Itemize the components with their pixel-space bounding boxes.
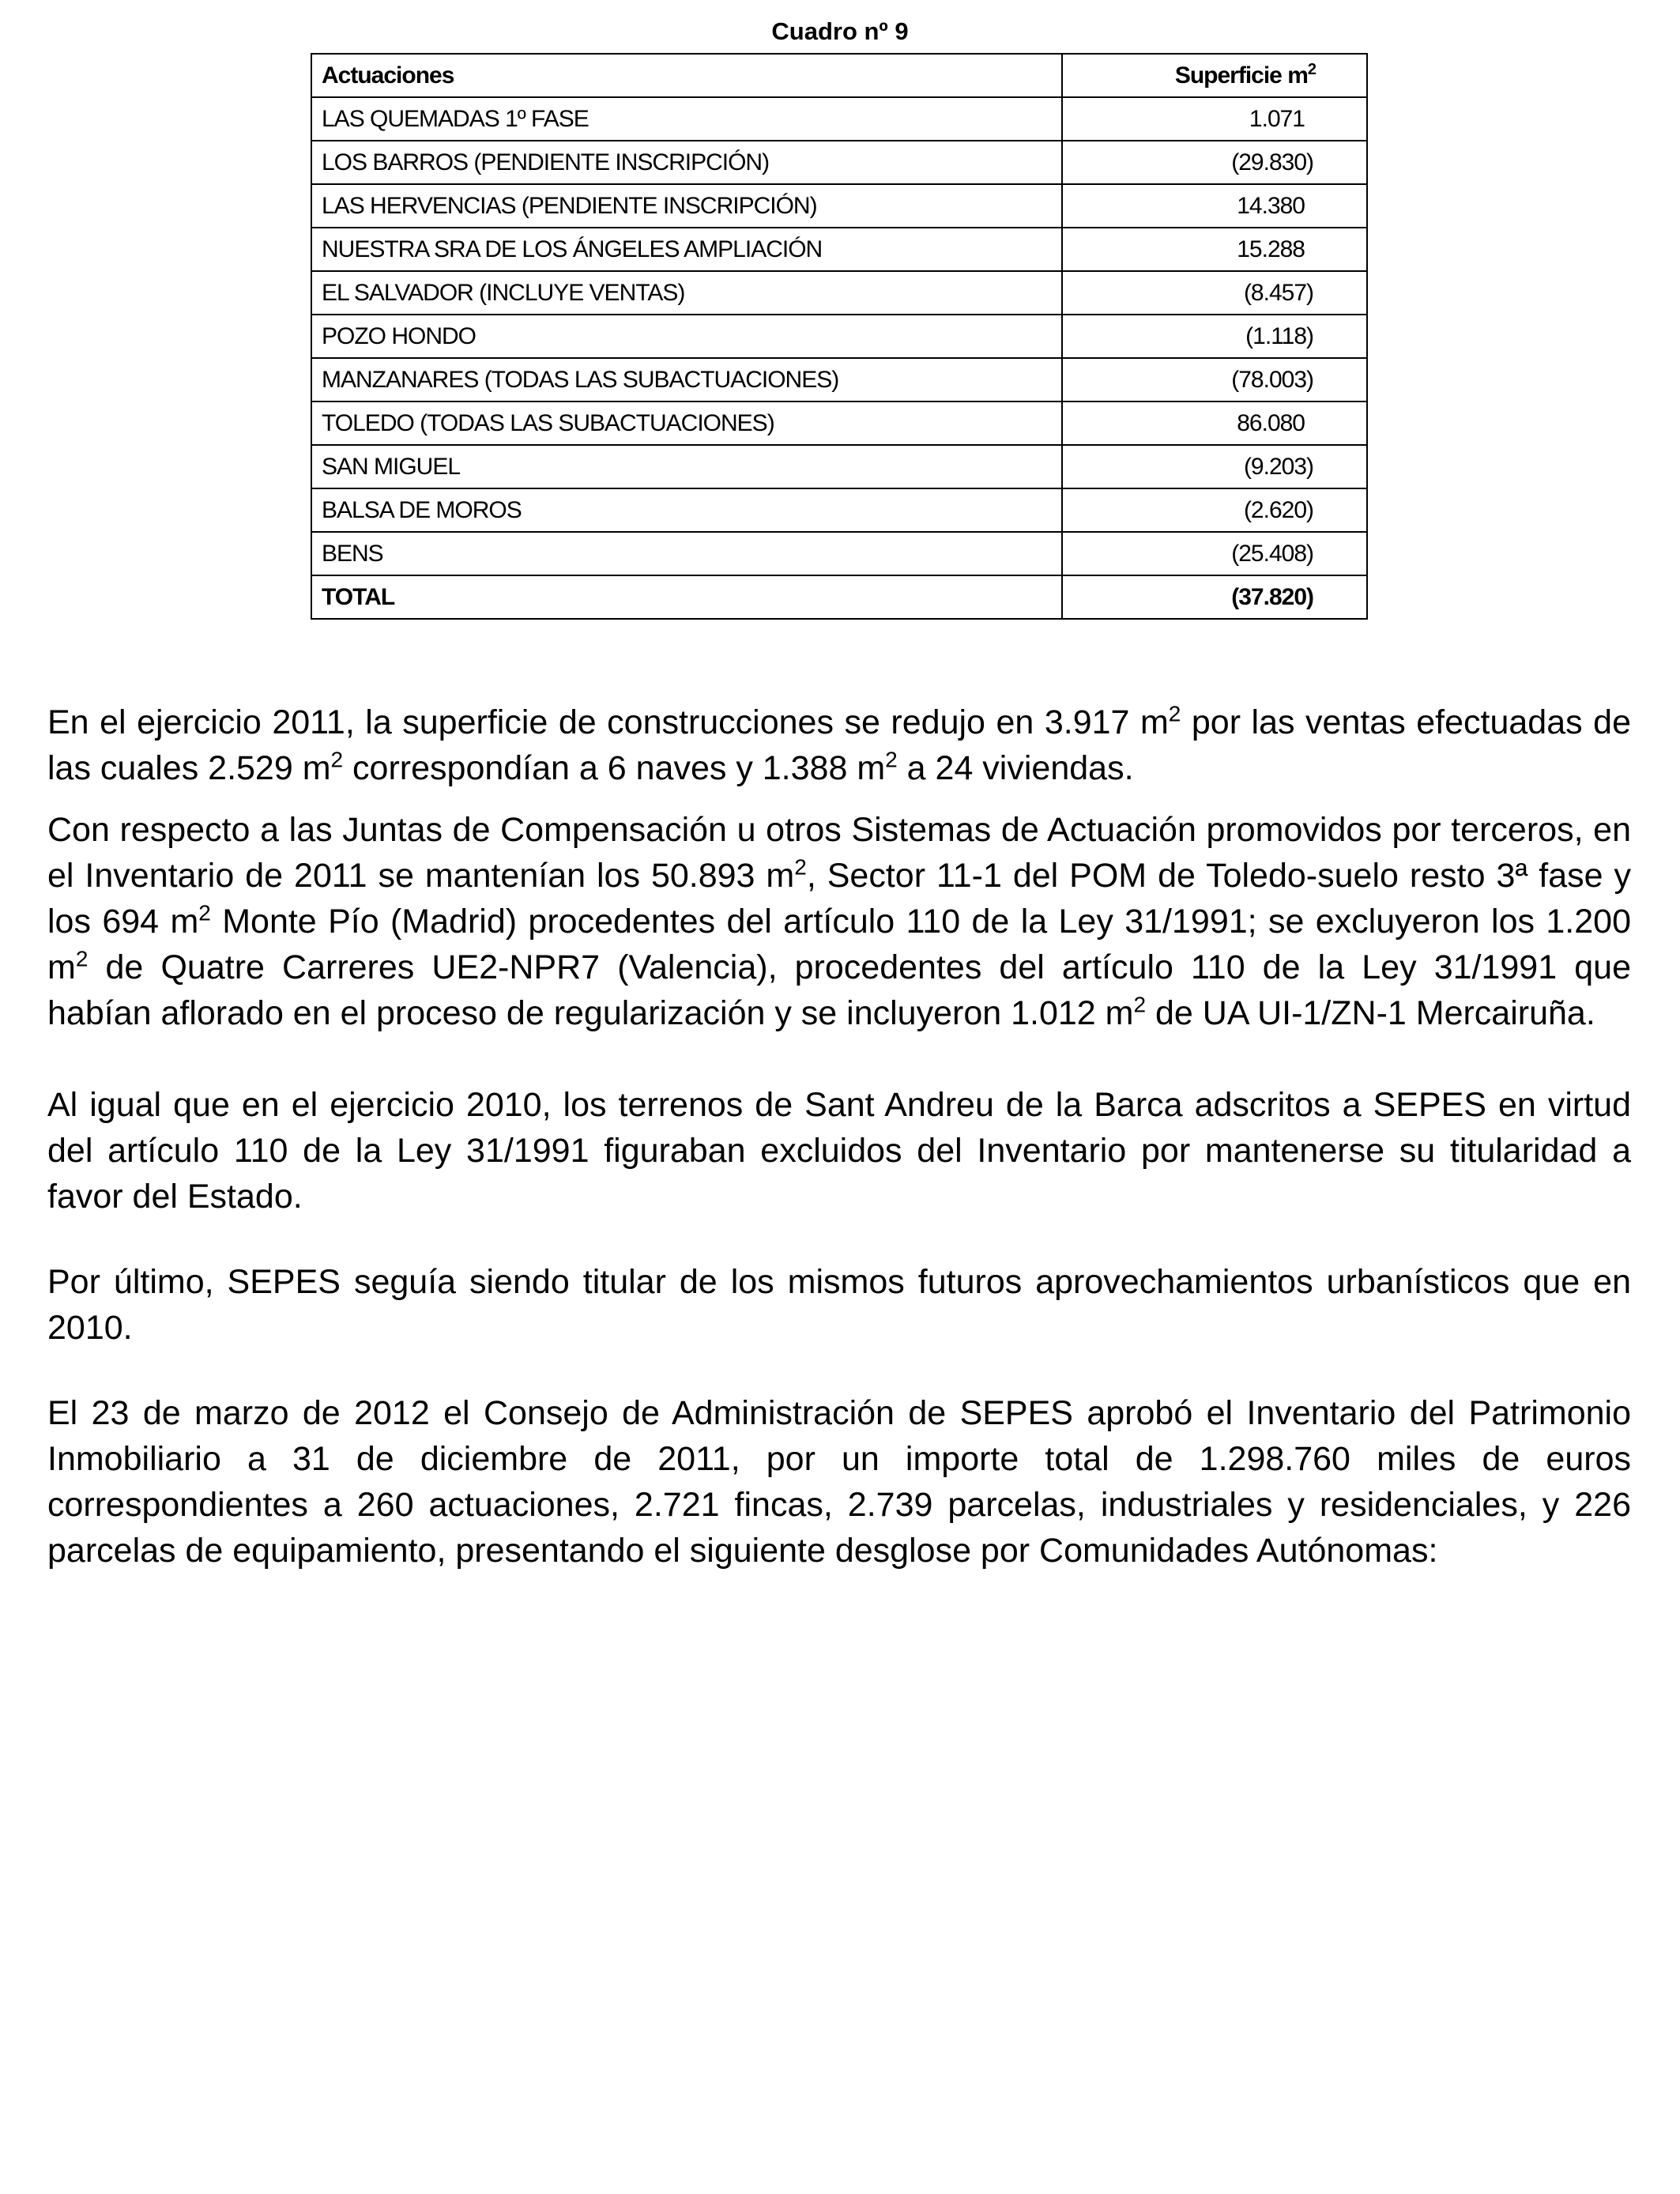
row-name: LOS BARROS (PENDIENTE INSCRIPCIÓN) — [311, 141, 1062, 184]
row-name: TOLEDO (TODAS LAS SUBACTUACIONES) — [311, 401, 1062, 445]
paragraph-1: En el ejercicio 2011, la superficie de construcciones se redujo en 3.917 $m^2$ por las ventas efectuadas de las cuales 2.529 $m^2$ correspondían a 6 naves y 1.388 $m^2$ a 24 viviendas. — [47, 701, 1631, 787]
row-value: (2.620) — [1062, 488, 1367, 532]
body-text — [47, 699, 1631, 1574]
table-row — [311, 141, 1367, 184]
table-total-row — [311, 575, 1367, 619]
total-value: (37.820) — [1062, 575, 1367, 619]
row-name: SAN MIGUEL — [311, 445, 1062, 488]
row-name: BALSA DE MOROS — [311, 488, 1062, 532]
table-row — [311, 358, 1367, 401]
row-value: (25.408) — [1062, 532, 1367, 575]
header-actuaciones: Actuaciones — [311, 54, 1062, 97]
row-value: 1.071 — [1062, 97, 1367, 141]
row-name: LAS HERVENCIAS (PENDIENTE INSCRIPCIÓN) — [311, 184, 1062, 228]
row-name: NUESTRA SRA DE LOS ÁNGELES AMPLIACIÓN — [311, 228, 1062, 271]
row-value: (1.118) — [1062, 315, 1367, 358]
total-label: TOTAL — [311, 575, 1062, 619]
row-value: (29.830) — [1062, 141, 1367, 184]
table-row — [311, 228, 1367, 271]
row-name: LAS QUEMADAS 1º FASE — [311, 97, 1062, 141]
table-row — [311, 401, 1367, 445]
row-value: 14.380 — [1062, 184, 1367, 228]
table-caption: Cuadro nº 9 — [771, 17, 909, 45]
row-name: POZO HONDO — [311, 315, 1062, 358]
table-header-row — [311, 54, 1367, 97]
table-row — [311, 315, 1367, 358]
row-name: BENS — [311, 532, 1062, 575]
table-row — [311, 271, 1367, 315]
paragraph-2: Con respecto a las Juntas de Compensación u otros Sistemas de Actuación promovidos por terceros, en el Inventario de 2011 se mantenían los 50.893 $m^2$, Sector 11-1 del POM de Toledo-suelo resto 3ª fase y los 694 $m^2$ Monte Pío (Madrid) procedentes del artículo 110 de la Ley 31/1991; se excluyeron los 1.200 $m^2$ de Quatre Carreres UE2-NPR7 (Valencia), procedentes del artículo 110 de la Ley 31/1991 que habían aflorado en el proceso de regularización y se incluyeron 1.012 $m^2$ de UA UI-1/ZN-1 Mercairuña. — [47, 811, 1631, 1032]
table-row — [311, 532, 1367, 575]
row-name: MANZANARES (TODAS LAS SUBACTUACIONES) — [311, 358, 1062, 401]
table-row — [311, 488, 1367, 532]
table-row — [311, 97, 1367, 141]
row-name: EL SALVADOR (INCLUYE VENTAS) — [311, 271, 1062, 315]
paragraph-5: El 23 de marzo de 2012 el Consejo de Administración de SEPES aprobó el Inventario del Patrimonio Inmobiliario a 31 de diciembre de 2011, por un importe total de 1.298.760 miles de euros correspondientes a 260 actuaciones, 2.721 fincas, 2.739 parcelas, industriales y residenciales, y 226 parcelas de equipamiento, presentando el siguiente desglose por Comunidades Autónomas: — [47, 1394, 1631, 1570]
row-value: 15.288 — [1062, 228, 1367, 271]
table-row — [311, 184, 1367, 228]
paragraph-3: Al igual que en el ejercicio 2010, los terrenos de Sant Andreu de la Barca adscritos a SEPES en virtud del artículo 110 de la Ley 31/1991 figuraban excluidos del Inventario por mantenerse su titularidad a favor del Estado. — [47, 1086, 1631, 1216]
header-superficie: Superficie $m^2$ — [1062, 54, 1367, 97]
row-value: (8.457) — [1062, 271, 1367, 315]
actuaciones-table — [311, 53, 1368, 620]
row-value: 86.080 — [1062, 401, 1367, 445]
row-value: (9.203) — [1062, 445, 1367, 488]
paragraph-4: Por último, SEPES seguía siendo titular de los mismos futuros aprovechamientos urbanísticos que en 2010. — [47, 1263, 1631, 1347]
header-superficie-exponent: 2 — [1307, 60, 1316, 78]
row-value: (78.003) — [1062, 358, 1367, 401]
table-row — [311, 445, 1367, 488]
